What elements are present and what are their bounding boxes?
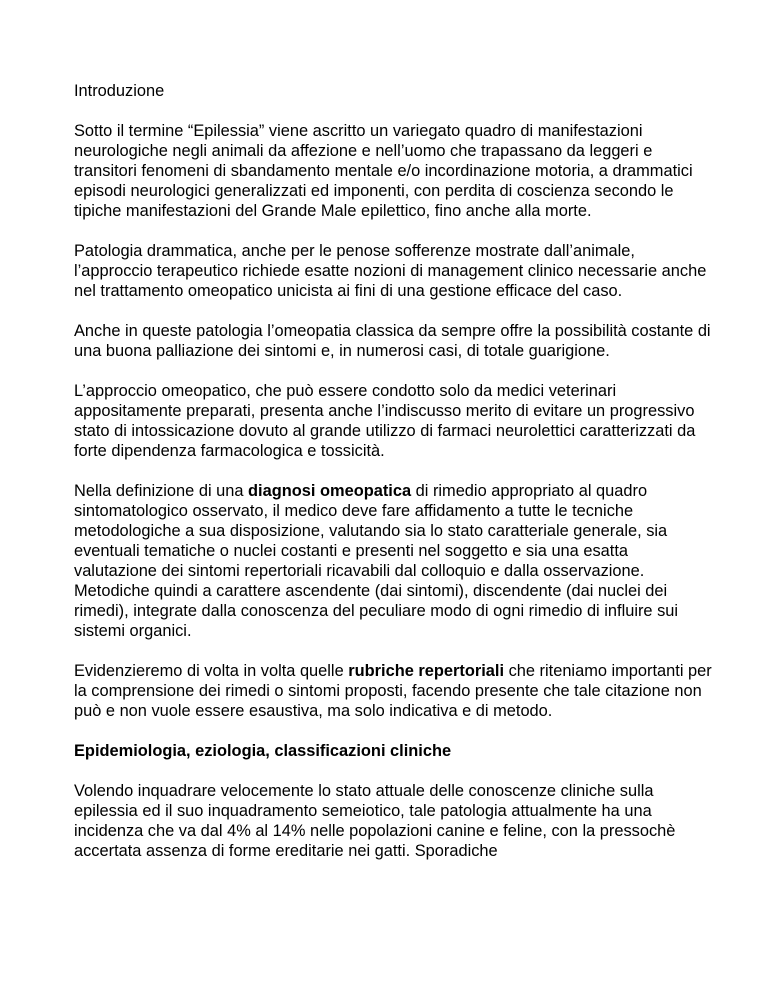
section-heading-epidemiologia: Epidemiologia, eziologia, classificazioni cliniche bbox=[74, 742, 452, 760]
text-run: Nella definizione di una bbox=[74, 482, 249, 500]
paragraph-epidemiologia: Volendo inquadrare velocemente lo stato attuale delle conoscenze cliniche sulla epilessia ed il suo inquadramento semeiotico, tale patologia attualmente ha una incidenza che va dal 4% al 14% nelle popolazioni canine e feline, con la pressochè accertata assenza di forme ereditarie nei gatti. Sporadiche bbox=[74, 782, 676, 860]
paragraph-epilessia-definition: Sotto il termine “Epilessia” viene ascritto un variegato quadro di manifestazioni neurologiche negli animali da affezione e nell’uomo che trapassano da leggeri e transitori fenomeni di sbandamento mentale e/o incordinazione motoria, a drammatici episodi neurologici generalizzati ed imponenti, con perdita di coscienza secondo le tipiche manifestazioni del Grande Male epilettico, fino anche alla morte. bbox=[74, 122, 693, 220]
document-page bbox=[74, 81, 714, 881]
paragraph-approccio-omeopatico: L’approccio omeopatico, che può essere condotto solo da medici veterinari appositamente preparati, presenta anche l’indiscusso merito di evitare un progressivo stato di intossicazione dovuto al grande utilizzo di farmaci neurolettici caratterizzati da forte dipendenza farmacologica e tossicità. bbox=[74, 382, 696, 460]
bold-term-diagnosi-omeopatica: diagnosi omeopatica bbox=[248, 482, 412, 500]
text-run: di rimedio appropriato al quadro sintomatologico osservato, il medico deve fare affidamento a tutte le tecniche metodologiche a sua disposizione, valutando sia lo stato caratteriale generale, sia eventuali tematiche o nuclei costanti e presenti nel soggetto e sia una esatta valutazione dei sintomi repertoriali ricavabili dal colloquio e dalla osservazione. Metodiche quindi a carattere ascendente (dai sintomi), discendente (dai nuclei dei rimedi), integrate dalla conoscenza del peculiare modo di ogni rimedio di influire sui sistemi organici. bbox=[74, 482, 679, 640]
paragraph-omeopatia-classica: Anche in queste patologia l’omeopatia classica da sempre offre la possibilità costante di una buona palliazione dei sintomi e, in numerosi casi, di totale guarigione. bbox=[74, 322, 711, 360]
bold-term-rubriche-repertoriali: rubriche repertoriali bbox=[348, 662, 505, 680]
text-run: Evidenzieremo di volta in volta quelle bbox=[74, 662, 349, 680]
text-run: che riteniamo importanti per la comprensione dei rimedi o sintomi proposti, facendo presente che tale citazione non può e non vuole essere esaustiva, ma solo indicativa e di metodo. bbox=[74, 662, 712, 720]
paragraph-patologia-drammatica: Patologia drammatica, anche per le penose sofferenze mostrate dall’animale, l’approccio terapeutico richiede esatte nozioni di management clinico necessarie anche nel trattamento omeopatico unicista ai fini di una gestione efficace del caso. bbox=[74, 242, 707, 300]
paragraph-diagnosi-omeopatica bbox=[74, 481, 714, 641]
section-title: Introduzione bbox=[74, 82, 165, 100]
paragraph-rubriche-repertoriali bbox=[74, 661, 714, 721]
